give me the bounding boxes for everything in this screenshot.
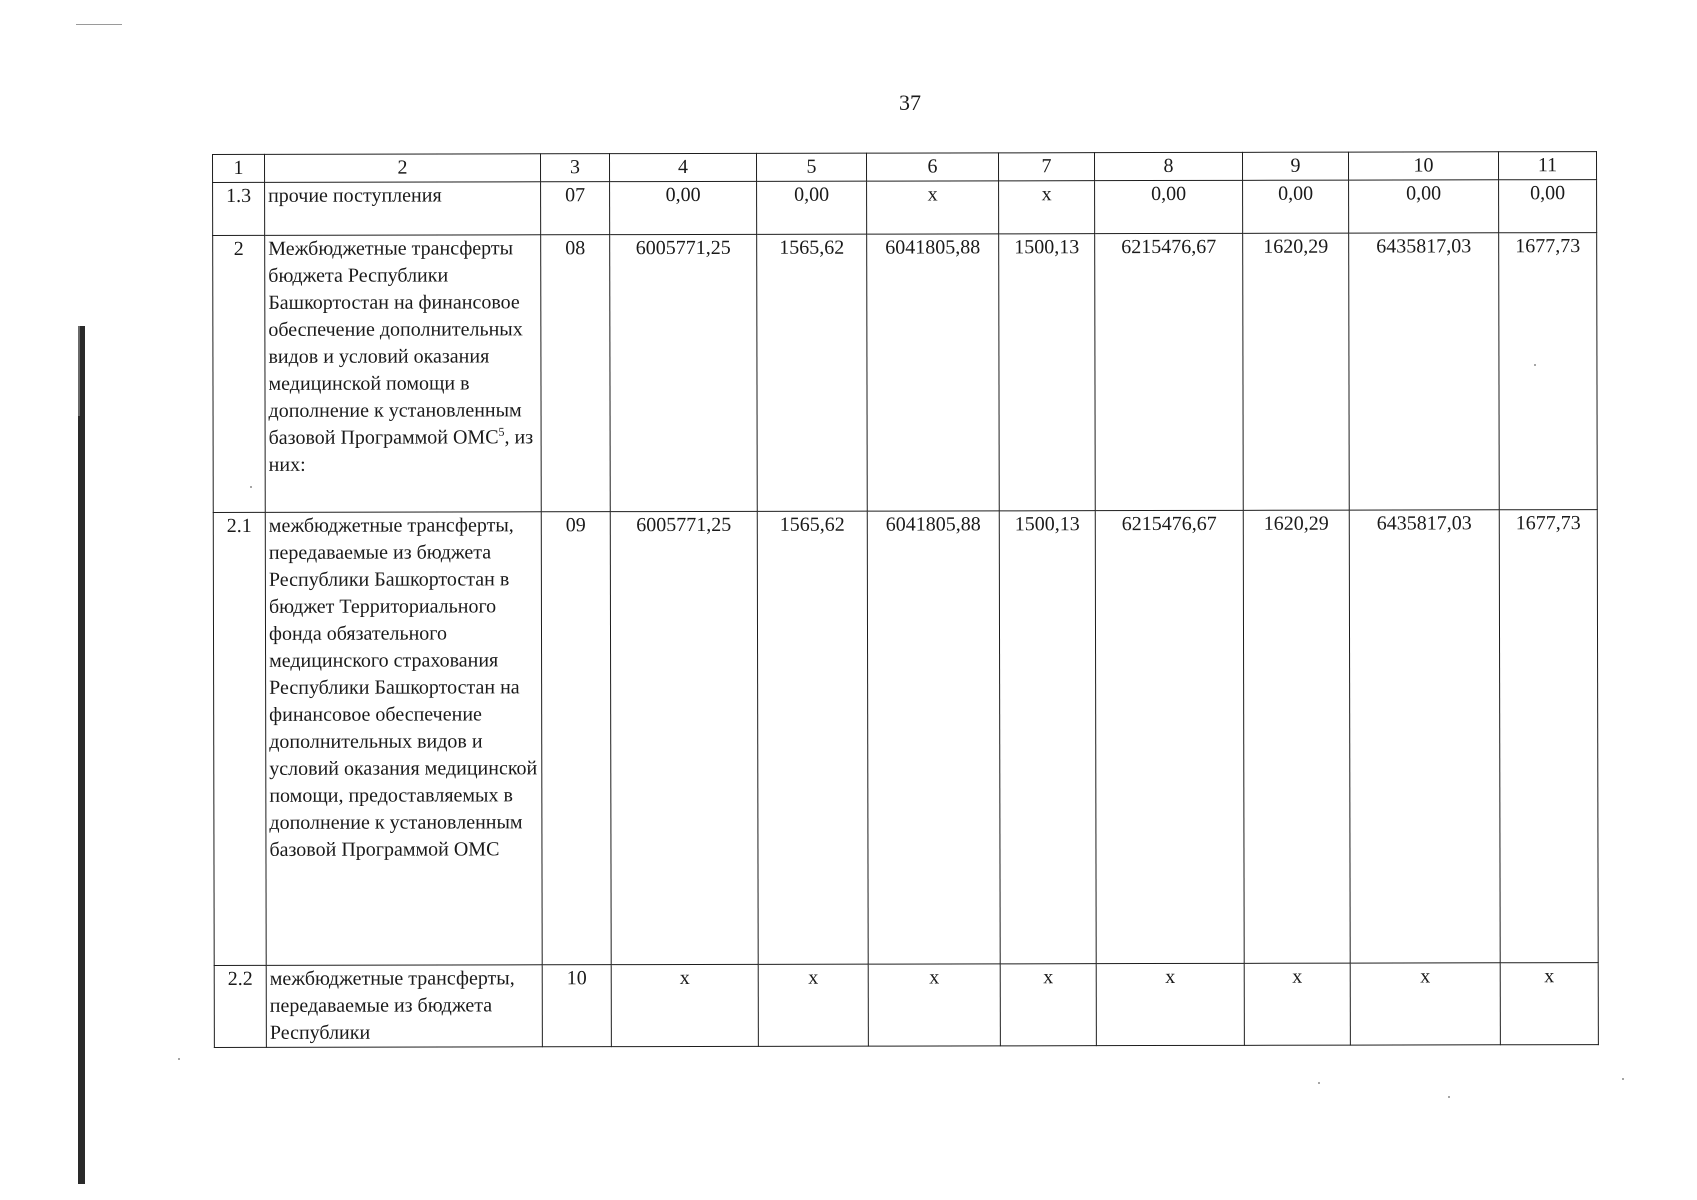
scan-speck (1318, 1082, 1320, 1084)
scan-artifact-left-bar-thin (78, 326, 80, 416)
cell-col-4: 6005771,25 (610, 511, 758, 964)
row-code: 09 (541, 512, 611, 965)
header-cell: 5 (756, 153, 866, 181)
cell-col-4: 0,00 (610, 181, 757, 234)
scan-speck (1448, 1096, 1450, 1098)
row-label: межбюджетные трансферты, передаваемые из бюджета Республики Башкортостан в бюджет Территориального фонда обязательного медицинского страхования Республики Башкортостан на финансовое обеспечение дополнительных видов и условий оказания медицинской помощи, предоставляемых в дополнение к установленным базовой Программой ОМС (265, 512, 542, 966)
row-label-text: Межбюджетные трансферты бюджета Республики Башкортостан на финансовое обеспечение дополнительных видов и условий оказания медицинской помощи в дополнение к установленным базовой Программой ОМС (268, 237, 523, 449)
cell-col-5: 1565,62 (757, 511, 868, 964)
row-code: 08 (541, 235, 611, 512)
row-label: межбюджетные трансферты, передаваемые из бюджета Республики (266, 965, 542, 1048)
scan-speck (178, 1058, 180, 1060)
header-cell: 8 (1094, 152, 1242, 180)
page-number: 37 (899, 90, 921, 115)
row-label (265, 235, 542, 513)
table-row (213, 180, 1597, 236)
cell-col-9: 1620,29 (1243, 233, 1350, 510)
cell-col-6: 6041805,88 (867, 511, 1000, 964)
row-label: прочие поступления (265, 182, 541, 236)
cell-col-6: х (867, 181, 999, 234)
header-cell: 1 (213, 154, 265, 182)
table-row (213, 510, 1598, 966)
cell-col-9: 0,00 (1243, 180, 1349, 233)
cell-col-7: х (999, 181, 1095, 234)
cell-col-10: 6435817,03 (1349, 233, 1500, 510)
cell-col-4: 6005771,25 (610, 234, 758, 511)
scan-artifact-left-bar (78, 326, 85, 1184)
cell-col-10: 0,00 (1349, 180, 1499, 233)
header-cell: 6 (866, 153, 998, 181)
cell-col-11: 0,00 (1499, 180, 1597, 233)
row-index: 2.2 (214, 965, 266, 1047)
header-cell: 3 (541, 154, 610, 182)
cell-col-8: 6215476,67 (1095, 510, 1244, 963)
table-header-row (213, 152, 1597, 183)
row-index: 1.3 (213, 182, 265, 235)
cell-col-8: 0,00 (1095, 180, 1243, 233)
table-row (214, 963, 1598, 1048)
header-cell: 2 (265, 154, 541, 183)
scan-artifact-top-line (76, 24, 122, 25)
cell-col-7: 1500,13 (999, 234, 1096, 511)
financial-table (212, 151, 1599, 1048)
cell-col-11: х (1500, 963, 1598, 1045)
cell-col-11: 1677,73 (1499, 233, 1598, 510)
row-code: 07 (541, 182, 610, 235)
cell-col-9: 1620,29 (1243, 510, 1350, 963)
row-index: 2 (213, 235, 266, 512)
cell-col-6: х (868, 964, 1000, 1046)
cell-col-10: х (1350, 963, 1500, 1045)
header-cell: 11 (1498, 152, 1596, 180)
cell-col-4: х (611, 964, 758, 1046)
cell-col-11: 1677,73 (1499, 510, 1598, 963)
cell-col-8: 6215476,67 (1095, 233, 1244, 510)
cell-col-6: 6041805,88 (867, 234, 1000, 511)
row-index: 2.1 (213, 512, 266, 965)
cell-col-5: х (758, 964, 868, 1046)
header-cell: 10 (1348, 152, 1498, 180)
cell-col-5: 1565,62 (757, 234, 868, 511)
table-row (213, 233, 1598, 513)
header-cell: 9 (1242, 152, 1348, 180)
cell-col-7: х (1000, 964, 1096, 1046)
footnote-marker: 5 (498, 424, 505, 439)
header-cell: 4 (610, 153, 757, 181)
cell-col-8: х (1096, 963, 1244, 1045)
scan-speck (1534, 364, 1536, 366)
scan-speck (250, 486, 252, 488)
cell-col-7: 1500,13 (999, 511, 1096, 964)
cell-col-10: 6435817,03 (1349, 510, 1500, 963)
cell-col-5: 0,00 (757, 181, 867, 234)
scan-speck (1622, 1078, 1624, 1080)
row-code: 10 (542, 965, 611, 1047)
header-cell: 7 (998, 153, 1094, 181)
cell-col-9: х (1244, 963, 1350, 1045)
row-label-tail: , из них: (268, 426, 534, 476)
